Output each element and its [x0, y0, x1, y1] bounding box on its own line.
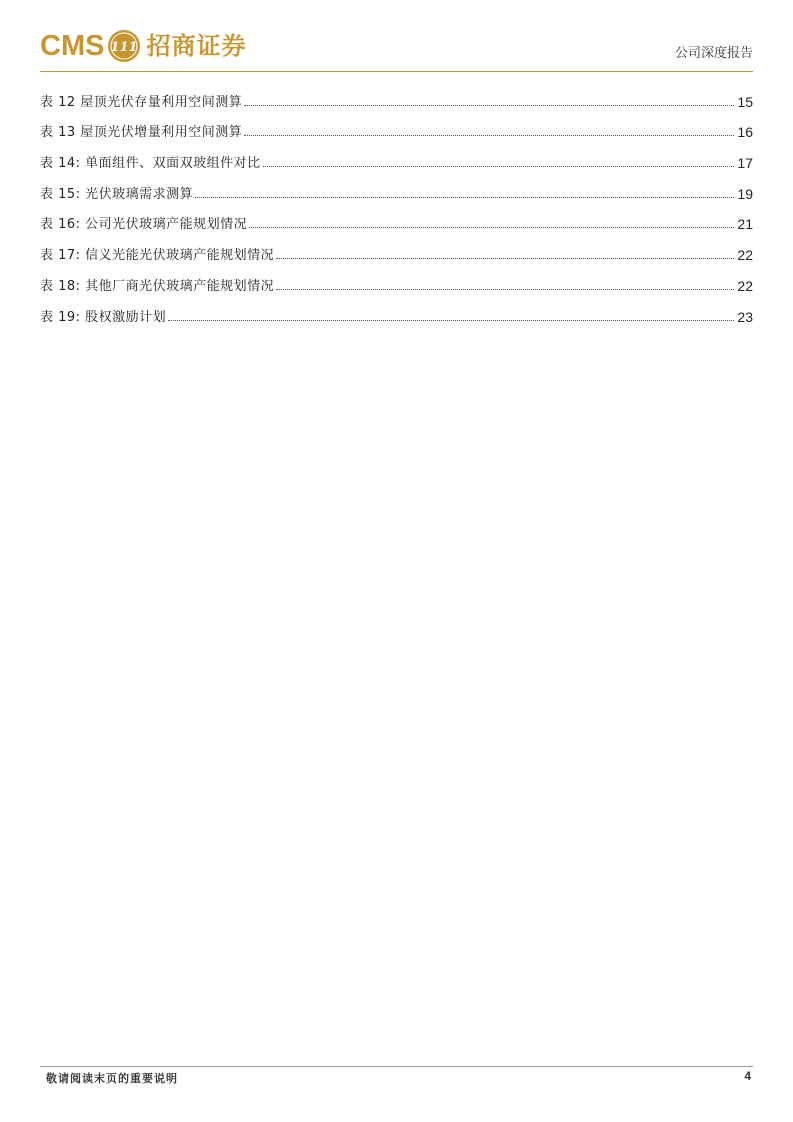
toc-entry-label: 表 19: 股权激励计划 — [40, 309, 167, 325]
toc-entry-page: 19 — [737, 185, 753, 202]
toc-entry-label: 表 17: 信义光能光伏玻璃产能规划情况 — [40, 248, 275, 264]
page-number: 4 — [744, 1069, 751, 1083]
footer-divider — [40, 1066, 753, 1067]
toc-entry-label: 表 12 屋顶光伏存量利用空间测算 — [40, 94, 243, 110]
toc-entry[interactable] — [40, 207, 753, 238]
logo-chinese-name: 招商证券 — [146, 31, 247, 60]
toc-entry-label: 表 15: 光伏玻璃需求测算 — [40, 186, 194, 202]
toc-leader-dots — [244, 134, 734, 136]
toc-entry-page: 15 — [737, 93, 753, 110]
toc-entry-page: 21 — [737, 216, 753, 233]
toc-entry-page: 16 — [737, 124, 753, 141]
toc-entry[interactable] — [40, 115, 753, 146]
toc-leader-dots — [276, 288, 734, 290]
toc-entry[interactable] — [40, 145, 753, 176]
toc-entry[interactable] — [40, 237, 753, 268]
footer-disclaimer-note: 敬请阅读末页的重要说明 — [46, 1072, 178, 1085]
toc-leader-dots — [195, 196, 734, 198]
report-type-label: 公司深度报告 — [674, 46, 753, 61]
toc-entry-page: 22 — [737, 277, 753, 294]
toc-entry-page: 23 — [737, 308, 753, 325]
toc-leader-dots — [249, 226, 734, 228]
toc-entry[interactable] — [40, 84, 753, 115]
company-logo — [40, 26, 246, 66]
toc-entry-label: 表 16: 公司光伏玻璃产能规划情况 — [40, 217, 248, 233]
toc-leader-dots — [263, 165, 735, 167]
header-divider — [40, 71, 753, 72]
page-header — [40, 26, 753, 72]
toc-entry-label: 表 14: 单面组件、双面双玻组件对比 — [40, 156, 261, 172]
toc-leader-dots — [276, 257, 734, 259]
toc-leader-dots — [168, 319, 734, 321]
toc-entry-page: 22 — [737, 247, 753, 264]
toc-entry-label: 表 13 屋顶光伏增量利用空间测算 — [40, 125, 243, 141]
toc-entry-label: 表 18: 其他厂商光伏玻璃产能规划情况 — [40, 278, 275, 294]
logo-cms-text: CMS — [40, 30, 105, 62]
logo-badge-icon — [107, 29, 141, 63]
toc-entry[interactable] — [40, 299, 753, 330]
toc-entry-page: 17 — [737, 155, 753, 172]
toc-leader-dots — [244, 104, 734, 106]
toc-entry[interactable] — [40, 176, 753, 207]
logo-badge-text: 111 — [110, 40, 139, 55]
table-of-contents — [40, 84, 753, 330]
toc-entry[interactable] — [40, 268, 753, 299]
